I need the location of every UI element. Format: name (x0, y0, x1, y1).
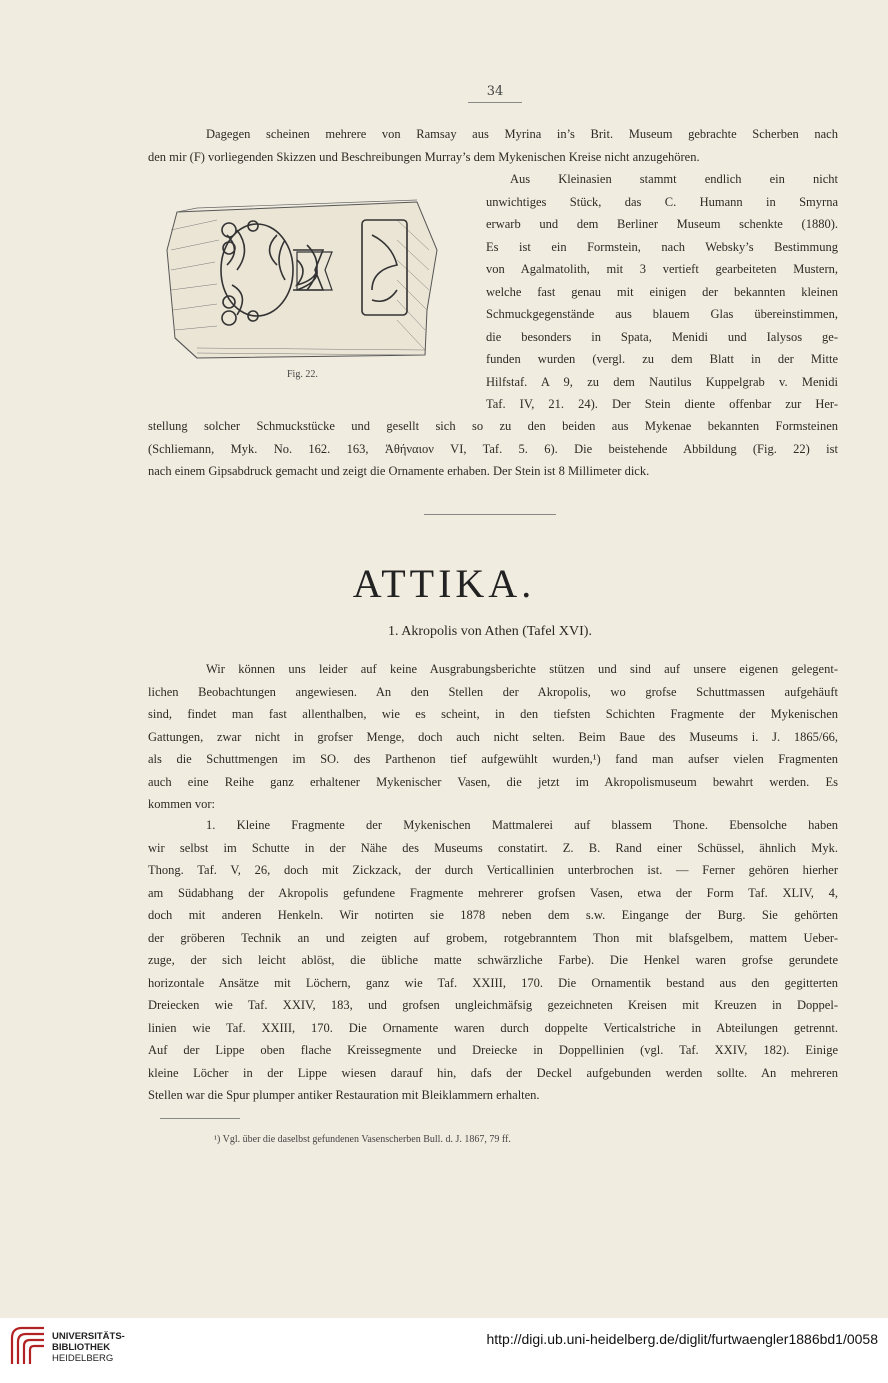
paragraph-formstone-continued (148, 415, 838, 483)
text-line: Aus Kleinasien stammt endlich ein nicht (510, 172, 838, 186)
text-line: linien wie Taf. XXIII, 170. Die Ornamente waren durch doppelte Verticalstriche in Abteilungen getrennt. (148, 1020, 838, 1035)
text-line: Schmuckgegenstände aus blauem Glas übereinstimmen, (486, 307, 838, 321)
text-line: Hilfstaf. A 9, zu dem Nautilus Kuppelgrab v. Menidi (486, 374, 838, 389)
text-line: Gattungen, zwar nicht in grofser Menge, doch auch nicht selten. Beim Baue des Museums i. J. 1865/66, (148, 729, 838, 744)
footer-bar (0, 1318, 888, 1383)
text-line: auch eine Reihe ganz erhaltener Mykenischer Vasen, die jetzt im Akropolismuseum bewahrt werden. Es (148, 774, 838, 789)
text-line: unwichtiges Stück, das C. Humann in Smyrna (486, 194, 838, 209)
text-line: als die Schuttmengen im SO. des Parthenon tief aufgewühlt wurden,¹) fand man aufser vielen Fragmenten (148, 752, 838, 766)
figure-caption: Fig. 22. (287, 369, 318, 380)
text-line: den mir (F) vorliegenden Skizzen und Beschreibungen Murray’s dem Mykenischen Kreise nicht anzugehören. (148, 149, 700, 164)
text-line: 1. Kleine Fragmente der Mykenischen Mattmalerei auf blassem Thone. Ebensolche haben (206, 818, 838, 832)
text-line: lichen Beobachtungen angewiesen. An den Stellen der Akropolis, wo grofse Schuttmassen aufgehäuft (148, 684, 838, 699)
text-line: wir selbst im Schutte in der Nähe des Museums constatirt. Z. B. Rand einer Schüssel, ähnlich Myk. (148, 840, 838, 855)
text-line: am Südabhang der Akropolis gefundene Fragmente mehrerer grofsen Vasen, etwa der Form Taf. XLIV, 4, (148, 885, 838, 900)
text-line: Es ist ein Formstein, nach Websky’s Bestimmung (486, 239, 838, 254)
page-number: 34 (468, 84, 522, 103)
formstone-illustration (157, 190, 447, 366)
source-url-link[interactable]: http://digi.ub.uni-heidelberg.de/diglit/furtwaengler1886bd1/0058 (486, 1331, 878, 1347)
text-line: Stellen war die Spur plumper antiker Restauration mit Bleiklammern erhalten. (148, 1088, 540, 1102)
text-line: Wir können uns leider auf keine Ausgrabungsberichte stützen und sind auf unsere eigenen gelegent- (206, 662, 838, 676)
library-logo-icon (8, 1324, 48, 1368)
paragraph-formstone-side (486, 168, 838, 416)
section-divider (424, 514, 556, 515)
text-line: funden wurden (vergl. zu dem Blatt in der Mitte (486, 352, 838, 366)
text-line: nach einem Gipsabdruck gemacht und zeigt die Ornamente erhaben. Der Stein ist 8 Millimeter dick. (148, 464, 650, 478)
text-line: (Schliemann, Myk. No. 162. 163, Ἀθήναιον VI, Taf. 5. 6). Die beistehende Abbildung (Fig. 22) ist (148, 441, 838, 456)
text-line: Dagegen scheinen mehrere von Ramsay aus Myrina in’s Brit. Museum gebrachte Scherben nach (206, 127, 838, 141)
text-line: welche fast genau mit einigen der bekannten kleinen (486, 284, 838, 299)
text-line: der gröberen Technik an und zeigten auf grobem, rotgebranntem Thon mit blafsgelbem, mattem Ueber- (148, 930, 838, 945)
library-name-line1: UNIVERSITÄTS- (52, 1331, 125, 1342)
text-line: zuge, der sich leicht ablöst, die übliche matte schwärzliche Farbe). Die Henkel waren grofse gerundete (148, 953, 838, 967)
footnote-divider (160, 1118, 240, 1119)
text-line: stellung solcher Schmuckstücke und gesellt sich so zu den beiden aus Mykenae bekannten Formsteinen (148, 419, 838, 433)
footnote: ¹) Vgl. über die daselbst gefundenen Vasenscherben Bull. d. J. 1867, 79 ff. (214, 1134, 511, 1145)
text-line: erwarb und dem Berliner Museum schenkte (1880). (486, 217, 838, 231)
text-line: horizontale Ansätze mit Löchern, ganz wie Taf. XXIII, 170. Die Ornamentik bestand aus den gegitterten (148, 975, 838, 990)
library-name-line2: BIBLIOTHEK (52, 1342, 111, 1353)
subsection-title: 1. Akropolis von Athen (Tafel XVI). (388, 624, 592, 639)
paragraph-intro (148, 123, 838, 168)
text-line: doch mit anderen Henkeln. Wir notirten sie 1878 neben dem s.w. Eingange der Burg. Sie gehörten (148, 908, 838, 922)
text-line: die besonders in Spata, Menidi und Ialysos ge- (486, 329, 838, 344)
text-line: von Agalmatolith, mit 3 vertieft gearbeiteten Mustern, (486, 262, 838, 276)
text-line: Thong. Taf. V, 26, doch mit Zickzack, der durch Verticallinien unterbrochen ist. — Ferner gehören hierher (148, 863, 838, 877)
section-title: ATTIKA. (352, 561, 536, 606)
text-line: kleine Löcher in der Lippe wiesen darauf hin, dafs der Deckel aufgebunden werden sollte. An mehreren (148, 1065, 838, 1080)
paragraph-mattmalerei (148, 814, 838, 1107)
text-line: Auf der Lippe oben flache Kreissegmente und Dreiecke in Doppellinien (vgl. Taf. XXIV, 182). Einige (148, 1043, 838, 1057)
paragraph-akropolis-intro (148, 658, 838, 816)
library-name-line3: HEIDELBERG (52, 1353, 114, 1364)
text-line: kommen vor: (148, 797, 216, 811)
text-line: Taf. IV, 21. 24). Der Stein diente offenbar zur Her- (486, 397, 838, 411)
text-line: Dreiecken wie Taf. XXIV, 183, und grofsen ungleichmäfsig gezeichneten Kreisen mit Kreuzen in Doppel- (148, 998, 838, 1012)
text-line: sind, findet man fast allenthalben, wie es scheint, in den tiefsten Schichten Fragmente der Mykenischen (148, 707, 838, 721)
figure-22-formstone (157, 190, 447, 366)
library-name (52, 1331, 125, 1364)
